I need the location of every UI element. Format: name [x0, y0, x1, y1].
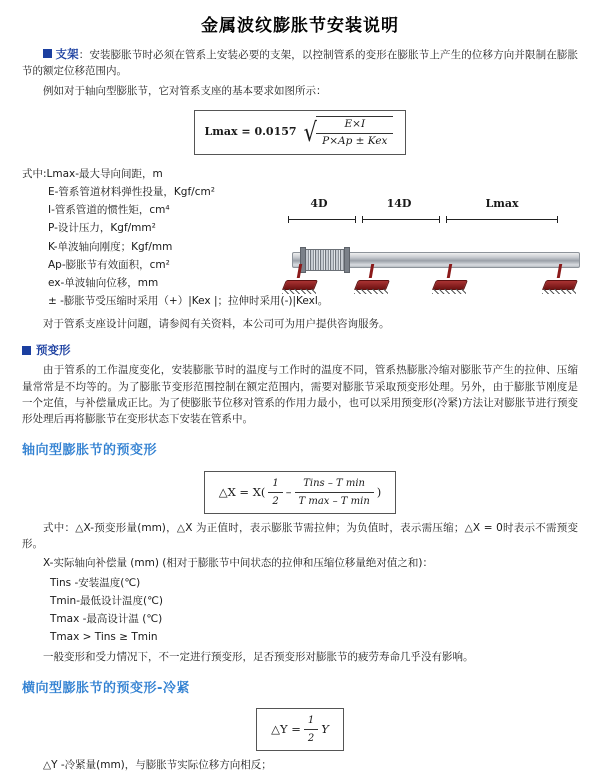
- page-title: 金属波纹膨胀节安装说明: [201, 16, 399, 36]
- axial-formula-minus: –: [285, 484, 292, 499]
- lateral-formula-box: [256, 708, 344, 751]
- support-heading-paragraph: [22, 46, 578, 80]
- lateral-line-1: △Y -冷紧量(mm)，与膨胀节实际位移方向相反；: [43, 759, 272, 772]
- lmax-fraction-numerator: E×I: [316, 117, 393, 134]
- axial-half-numerator: 1: [268, 476, 282, 493]
- axial-temp-denominator: T max – T min: [298, 495, 370, 507]
- legend-item: E-管系管道材料弹性投量，Kgf/cm²: [48, 186, 215, 199]
- support-example-paragraph: 例如对于轴向型膨胀节，它对管系支座的基本要求如图所示：: [43, 84, 327, 97]
- axial-formula-rhs: ): [376, 484, 382, 499]
- axial-temp-fraction: [295, 476, 374, 509]
- lateral-formula-rhs: Y: [321, 722, 329, 737]
- diagram-label-14d: 14D: [386, 197, 412, 210]
- axial-line-1: 式中：△X-预变形量(mm)，△X 为正值时，表示膨胀节需拉伸；为负值时，表示需压缩；△X = 0时表示不需预变形。: [22, 521, 578, 551]
- dimension-rule-4d: [288, 219, 356, 220]
- axial-line-3: Tins -安装温度(℃): [50, 576, 141, 589]
- support-closing-paragraph: 对于管系支座设计问题，请参阅有关资料，本公司可为用户提供咨询服务。: [43, 317, 390, 330]
- legend-item: ex-单波轴向位移，mm: [48, 276, 159, 289]
- diagram-label-lmax: Lmax: [485, 197, 519, 210]
- support-heading-rest: ：安装膨胀节时必须在管系上安装必要的支架，以控制管系的变形在膨胀节上产生的位移方向并限制在膨胀节的额定位移范围内。: [22, 48, 579, 78]
- legend-item: 式中:Lmax-最大导向间距，m: [22, 168, 163, 181]
- diagram-pipe-area: [282, 228, 582, 306]
- lmax-formula-box: [194, 110, 407, 156]
- predeform-heading: [22, 342, 578, 359]
- predeform-paragraph: 由于管系的工作温度变化，安装膨胀节时的温度与工作时的温度不同，管系热膨胀冷缩对膨胀节产生的拉伸、压缩量常常是不均等的。为了膨胀节变形范围控制在额定范围内，需要对膨胀节采取预变形处理。另外，由于膨胀节刚度是一个定值，与补偿量成正比。为了使膨胀节位移对管系的作用力最小，也可以采用预变形(冷紧)方法让对膨胀节进行预变形处理后再将膨胀节在变形状态下安装在管系中。: [22, 364, 578, 426]
- lmax-fraction: [316, 116, 393, 150]
- legend-item: Ap-膨胀节有效面积，cm²: [48, 258, 170, 271]
- axial-formula-row: [219, 476, 382, 509]
- axial-line-7: 一般变形和受力情况下，不一定进行预变形，足否预变形对膨胀节的疲劳寿命几乎没有影响。: [43, 650, 474, 663]
- axial-formula-lhs: △X = X(: [218, 484, 266, 499]
- lmax-formula-lhs: Lmax = 0.0157: [204, 125, 297, 139]
- legend-item: ± -膨胀节受压缩时采用（+）|Kex |；拉伸时采用(-)|Kexl。: [48, 294, 329, 307]
- square-root-icon: √ $\frac{E\times I}{\text{P×Ap ± Kex}}$: [302, 116, 394, 150]
- axial-heading: 轴向型膨胀节的预变形: [22, 443, 158, 459]
- lateral-formula-row: [271, 713, 329, 746]
- lateral-half-denominator: 2: [307, 733, 315, 745]
- blue-square-bullet-icon: [22, 346, 31, 355]
- lmax-formula-row: [205, 116, 394, 150]
- axial-formula-box: [204, 471, 397, 514]
- axial-half-fraction: [268, 476, 282, 509]
- lateral-formula-container: [22, 708, 578, 751]
- axial-line-6: Tmax > Tins ≥ Tmin: [50, 631, 158, 644]
- lmax-formula-container: [22, 102, 578, 162]
- lateral-heading: 横向型膨胀节的预变形-冷紧: [22, 680, 190, 696]
- legend-item: I-管系管道的惯性矩，cm⁴: [48, 204, 170, 217]
- legend-item: K-单波轴向刚度；Kgf/mm: [48, 240, 173, 253]
- predeform-heading-label: 预变形: [36, 342, 71, 357]
- pipe-support-guide-1: [356, 264, 386, 290]
- pipe-support-guide-2: [434, 264, 464, 290]
- legend-item: P-设计压力，Kgf/mm²: [48, 222, 156, 235]
- lmax-fraction-denominator: P×Ap ± Kex: [322, 134, 388, 147]
- axial-temp-numerator: Tins – T min: [295, 476, 374, 493]
- blue-square-bullet-icon: [43, 49, 52, 58]
- axial-formula-container: [22, 471, 578, 514]
- dimension-rule-14d: [362, 219, 440, 220]
- axial-line-2: X-实际轴向补偿量 (mm) (相对于膨胀节中间状态的拉伸和压缩位移量绝对值之和)：: [43, 557, 433, 570]
- axial-line-4: Tmin-最低设计温度(℃): [50, 594, 163, 607]
- diagram-dimension-labels: [282, 196, 582, 213]
- section-predeform: [22, 342, 578, 427]
- flange-right: [344, 247, 350, 273]
- lateral-formula-lhs: △Y =: [271, 722, 301, 737]
- support-heading-label: 支架: [55, 46, 79, 61]
- axial-line-5: Tmax -最高设计温 (℃): [50, 613, 163, 626]
- lateral-half-numerator: 1: [304, 713, 318, 730]
- diagram-dimension-rules: [282, 214, 582, 226]
- section-axial: [22, 441, 578, 665]
- lateral-half-fraction: [304, 713, 318, 746]
- diagram-label-4d: 4D: [310, 197, 328, 210]
- axial-half-denominator: 2: [272, 495, 279, 507]
- document-page: [0, 14, 600, 772]
- pipe-support-guide-3: [544, 264, 574, 290]
- expansion-joint-diagram: [282, 196, 582, 306]
- dimension-rule-lmax: [446, 219, 558, 220]
- pipe-support-anchor: [284, 264, 314, 290]
- document-body: [0, 46, 600, 774]
- section-lateral: [22, 679, 578, 774]
